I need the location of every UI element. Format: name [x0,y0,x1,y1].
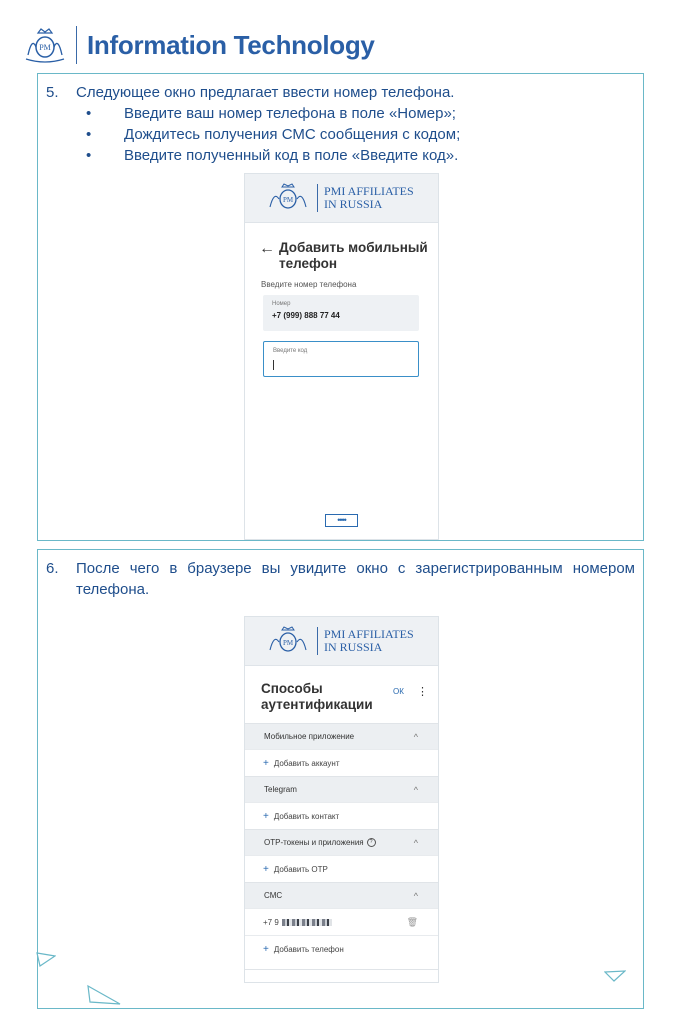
bullet-item: • Дождитесь получения СМС сообщения с кодом; [86,124,635,145]
phone-prefix: +7 9 [263,917,279,927]
group-label: OTP-токены и приложения [264,837,364,847]
page-title: Information Technology [87,29,375,60]
auth-methods-list [245,723,438,962]
plus-icon: + [263,943,269,955]
chevron-up-icon: ^ [413,731,418,742]
chevron-up-icon: ^ [413,784,418,795]
field-label: Номер [272,301,291,307]
field-label: Введите код [273,348,308,354]
svg-text:PM: PM [282,639,294,647]
phone-number-field[interactable] [263,295,419,331]
chevron-up-icon: ^ [413,837,418,848]
step-6-section [37,549,644,1009]
svg-text:PM: PM [282,196,294,204]
add-account-link[interactable] [245,749,438,776]
add-contact-link[interactable] [245,802,438,829]
pmi-crest-logo [22,25,68,65]
add-phone-screenshot [244,173,439,540]
back-arrow-icon[interactable]: ← [259,240,275,257]
brand-line: PMI AFFILIATES [324,627,414,641]
step-number: 6. [46,560,59,577]
plus-icon: + [263,810,269,822]
screen-subtitle: Введите номер телефона [261,280,357,289]
brand-text [324,185,414,211]
pmi-crest-logo [265,624,311,658]
plus-icon: + [263,863,269,875]
step-6-text [46,558,635,600]
action-label: Добавить телефон [273,944,344,954]
plus-icon: + [263,757,269,769]
decorative-triangle-icon [604,970,626,982]
masked-phone-number [282,919,332,926]
step-5-intro: Следующее окно предлагает ввести номер телефона. [76,84,455,101]
trash-icon[interactable]: 🗑 [406,916,418,927]
decorative-triangle-icon [86,984,122,1006]
group-label: Telegram [264,785,297,794]
action-label: Добавить аккаунт [273,758,340,768]
brand-divider [317,627,318,655]
step-5-section [37,73,644,541]
more-button[interactable]: •••• [325,514,358,527]
bullet-item: • Введите полученный код в поле «Введите код». [86,145,635,166]
auth-methods-screenshot [244,616,439,983]
field-value: +7 (999) 888 77 44 [272,311,340,320]
screen-title: Добавить мобильный телефон [279,240,428,271]
title-row [259,240,429,272]
brand-line: IN RUSSIA [324,197,383,211]
chevron-up-icon: ^ [413,890,418,901]
more-vert-icon[interactable]: ⋮ [417,686,428,698]
step-number: 5. [46,84,59,101]
group-header-telegram[interactable] [245,776,438,802]
add-otp-link[interactable] [245,855,438,882]
page-header [22,24,375,66]
code-input[interactable] [263,341,419,377]
group-label: СМС [264,891,283,900]
svg-text:PM: PM [39,43,51,52]
decorative-triangle-icon [36,952,56,968]
bullet-item: • Введите ваш номер телефона в поле «Номер»; [86,103,635,124]
group-header-mobile-app[interactable] [245,723,438,749]
phone-header [245,174,438,223]
add-phone-link[interactable] [245,935,438,962]
brand-text [324,628,414,654]
step-5-bullets [76,103,635,166]
brand-line: IN RUSSIA [324,640,383,654]
action-label: Добавить контакт [273,811,340,821]
help-icon[interactable]: ? [367,838,376,847]
brand-line: PMI AFFILIATES [324,184,414,198]
group-label: Мобильное приложение [264,732,355,741]
group-header-otp[interactable] [245,829,438,855]
group-header-sms[interactable] [245,882,438,908]
action-label: Добавить OTP [273,864,328,874]
phone-bottom-bar [245,969,438,982]
text-caret [273,360,274,370]
pmi-crest-logo [265,181,311,215]
ok-button[interactable]: ОК [393,687,404,696]
brand-divider [317,184,318,212]
phone-header [245,617,438,666]
step-5-text [46,82,635,166]
screen-title: Способы аутентификации [261,681,373,712]
registered-phone-row [245,908,438,935]
header-divider [76,26,77,64]
step-6-paragraph: После чего в браузере вы увидите окно с зарегистрированным номером телефона. [76,560,635,598]
